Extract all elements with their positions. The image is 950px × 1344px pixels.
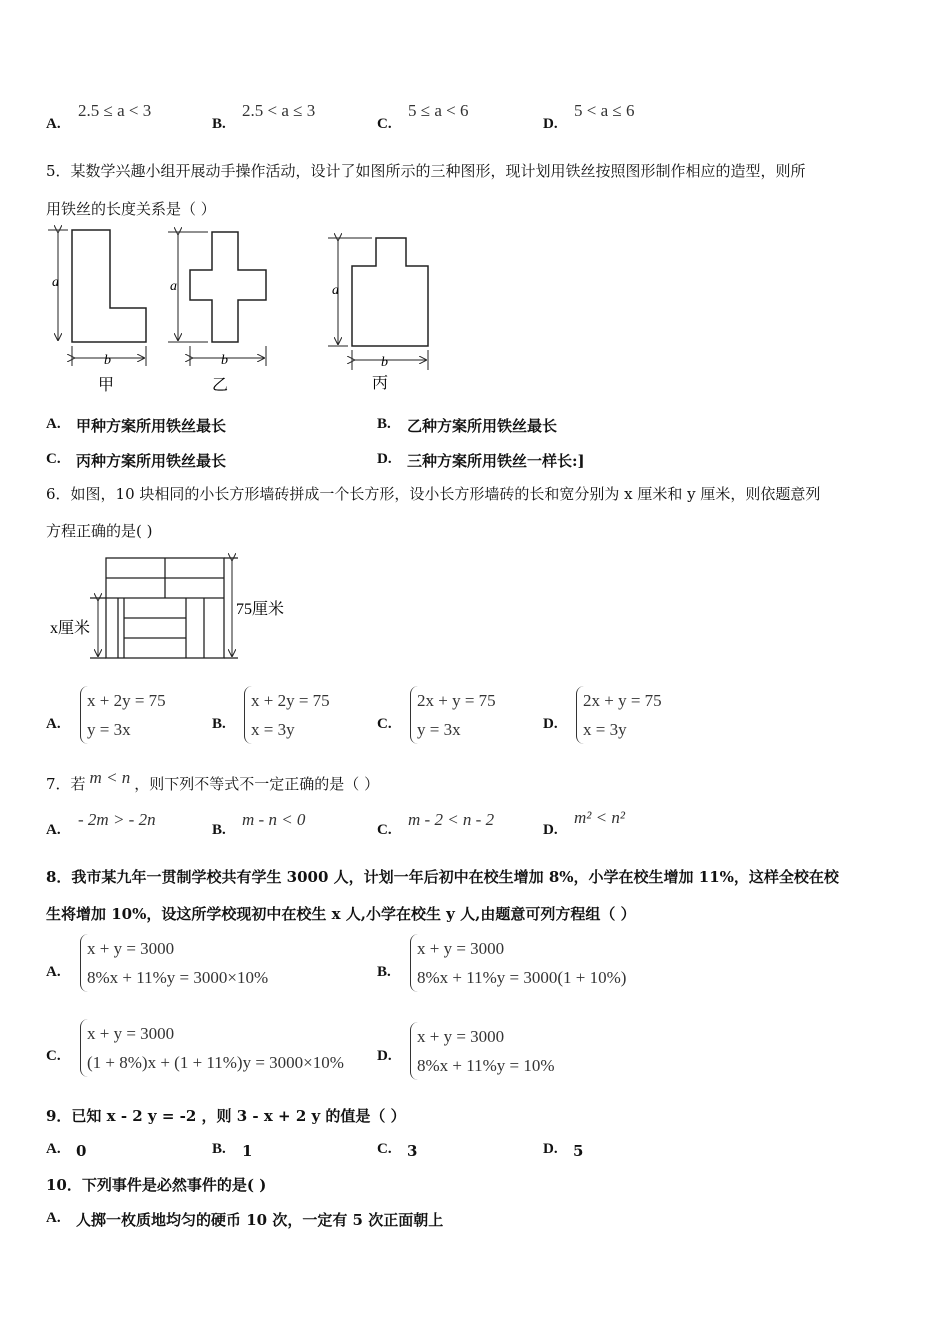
q8-option-d-eq2: 8%x + 11%y = 10% [417,1056,555,1075]
q8-option-b-label: B. [377,964,391,980]
q7-option-a-label: A. [46,822,61,838]
q5-option-c-label: C. [46,451,61,467]
q5-option-a-text: 甲种方案所用铁丝最长 [76,417,227,435]
q6-stem-line2: 方程正确的是( ) [46,522,153,540]
figure-jia-label-b: b [104,353,111,368]
q6-option-c-eq1: 2x + y = 75 [417,691,496,710]
figure-yi [168,232,266,394]
q8-option-a-eq1: x + y = 3000 [87,939,175,958]
q5-option-b-text: 乙种方案所用铁丝最长 [407,417,558,435]
q9-option-a-label: A. [46,1141,61,1157]
q6-option-b-label: B. [212,716,226,732]
q10-option-a-text: 人掷一枚质地均匀的硬币 10 次，一定有 5 次正面朝上 [76,1211,444,1229]
q6-option-a-eq1: x + 2y = 75 [87,691,166,710]
figure-bing-name: 丙 [372,375,389,392]
figure-bing-label-b: b [381,355,388,370]
q5-figure [40,224,440,394]
q8-option-c-eq2: (1 + 8%)x + (1 + 11%)y = 3000×10% [87,1053,344,1072]
figure-yi-label-b: b [221,353,228,368]
q5-stem-line2: 用铁丝的长度关系是（ ） [46,200,216,218]
q8-option-c-system [80,1019,344,1077]
q8-option-a-system [80,934,268,992]
q8-option-b-eq2: 8%x + 11%y = 3000(1 + 10%) [417,968,627,987]
q6-option-b-system [244,686,330,744]
q4-option-d-label: D. [543,116,558,132]
q6-option-d-eq1: 2x + y = 75 [583,691,662,710]
q10-option-a-label: A. [46,1210,61,1226]
q6-stem-line1: 6．如图，10 块相同的小长方形墙砖拼成一个长方形，设小长方形墙砖的长和宽分别为 x 厘米和 y 厘米，则依题意列 [46,485,821,503]
q6-option-c-label: C. [377,716,392,732]
q9-option-a-text: 0 [76,1142,87,1160]
q4-option-d-expr: 5 < a ≤ 6 [574,101,635,120]
q7-option-b-label: B. [212,822,226,838]
q6-option-d-eq2: x = 3y [583,720,627,739]
q9-stem: 9．已知 x - 2 y = -2 ，则 3 - x + 2 y 的值是（ ） [46,1107,406,1125]
q6-option-d-label: D. [543,716,558,732]
figure-yi-name: 乙 [212,377,229,394]
q7-option-c-expr: m - 2 < n - 2 [408,810,495,829]
q7-option-d-label: D. [543,822,558,838]
q8-option-d-eq1: x + y = 3000 [417,1027,505,1046]
q9-option-c-text: 3 [407,1142,418,1160]
q6-figure-x-label: x厘米 [50,620,91,637]
q7-option-b-expr: m - n < 0 [242,810,306,829]
q5-option-b-label: B. [377,416,391,432]
q7-stem [46,768,380,794]
q8-option-c-eq1: x + y = 3000 [87,1024,175,1043]
q4-option-a-expr: 2.5 ≤ a < 3 [78,101,152,120]
q5-stem-line1: 5．某数学兴趣小组开展动手操作活动，设计了如图所示的三种图形，现计划用铁丝按照图形制作相应的造型，则所 [46,162,806,180]
q6-option-b-eq2: x = 3y [251,720,295,739]
q6-option-c-system [410,686,496,744]
q8-option-b-system [410,934,626,992]
q6-option-d-system [576,686,662,744]
q4-option-b-expr: 2.5 < a ≤ 3 [242,101,316,120]
figure-jia [48,230,146,394]
q4-option-c-label: C. [377,116,392,132]
figure-bing-label-a: a [332,283,339,298]
q6-option-b-eq1: x + 2y = 75 [251,691,330,710]
q7-stem-suffix: ，则下列不等式不一定正确的是（ ） [134,775,380,793]
q4-option-c-expr: 5 ≤ a < 6 [408,101,469,120]
q9-option-d-label: D. [543,1141,558,1157]
q5-option-a-label: A. [46,416,61,432]
q6-option-a-system [80,686,166,744]
q9-option-d-text: 5 [573,1142,584,1160]
q8-option-a-eq2: 8%x + 11%y = 3000×10% [87,968,269,987]
q8-stem-line1: 8．我市某九年一贯制学校共有学生 3000 人，计划一年后初中在校生增加 8%，小学在校生增加 11%，这样全校在校 [46,868,839,886]
q8-option-d-system [410,1022,555,1080]
q6-figure [46,552,296,666]
q6-option-a-eq2: y = 3x [87,720,131,739]
q7-stem-prefix: 7．若 [46,775,86,793]
q6-option-c-eq2: y = 3x [417,720,461,739]
q8-option-a-label: A. [46,964,61,980]
q9-option-b-text: 1 [242,1142,253,1160]
figure-jia-label-a: a [52,275,59,290]
figure-yi-label-a: a [170,279,177,294]
q7-option-c-label: C. [377,822,392,838]
q4-option-b-label: B. [212,116,226,132]
figure-bing [328,238,428,392]
q6-figure-75-label: 75厘米 [236,601,285,618]
q8-option-b-eq1: x + y = 3000 [417,939,505,958]
q5-option-c-text: 丙种方案所用铁丝最长 [76,452,227,470]
q6-option-a-label: A. [46,716,61,732]
q7-option-a-expr: - 2m > - 2n [78,810,156,829]
q7-condition: m < n [89,768,131,787]
q9-option-c-label: C. [377,1141,392,1157]
q10-stem: 10．下列事件是必然事件的是( ) [46,1176,267,1194]
q8-stem-line2: 生将增加 10%，设这所学校现初中在校生 x 人,小学在校生 y 人,由题意可列方程组（ ） [46,905,636,923]
q8-option-d-label: D. [377,1048,392,1064]
figure-jia-name: 甲 [98,377,115,394]
q5-option-d-text: 三种方案所用铁丝一样长:] [407,452,585,470]
q5-option-d-label: D. [377,451,392,467]
q8-option-c-label: C. [46,1048,61,1064]
q9-option-b-label: B. [212,1141,226,1157]
q4-option-a-label: A. [46,116,61,132]
q7-option-d-expr: m² < n² [574,808,625,827]
